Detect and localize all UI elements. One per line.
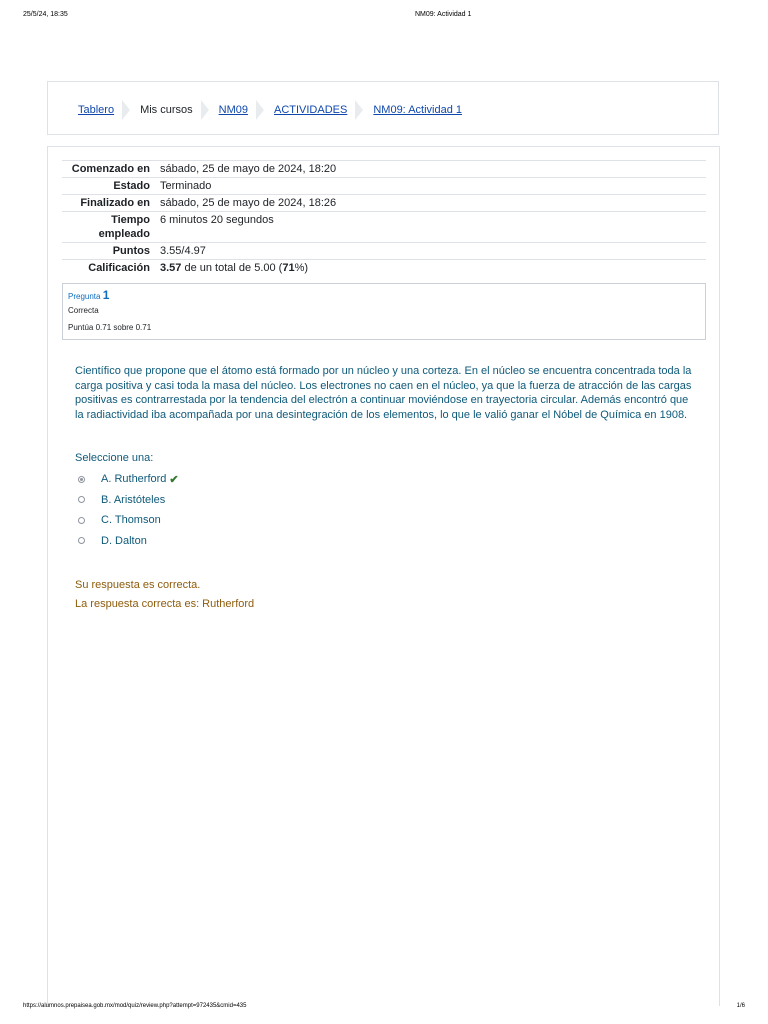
summary-value: sábado, 25 de mayo de 2024, 18:26: [160, 197, 337, 209]
answer-feedback: [75, 576, 254, 614]
summary-row-state: [62, 177, 706, 194]
breadcrumb-activity[interactable]: NM09: Actividad 1: [373, 104, 462, 116]
print-title: NM09: Actividad 1: [415, 11, 472, 18]
feedback-correct: Su respuesta es correcta.: [75, 579, 201, 591]
question-text: Científico que propone que el átomo está formado por un núcleo y una corteza. En el núcleo se encuentra concentrada toda la carga positiva y casi toda la masa del núcleo. Los electrones no caen en el núcleo, ya que la fuerza de atracción de las cargas positivas es contrarrestada por la tendencia del electrón a continuar moviéndose en trayectoria circular. Además encontró que la radiactividad iba acompañada por una desintegración de los elementos, lo que le valió ganar el Nóbel de Química en 1908.: [75, 365, 692, 421]
question-score: Puntúa 0.71 sobre 0.71: [68, 323, 152, 332]
summary-row-time: [62, 211, 706, 242]
summary-value: Terminado: [160, 180, 212, 192]
correct-check-icon: ✔: [169, 473, 179, 486]
print-header: [23, 11, 745, 21]
breadcrumb-separator-icon: [201, 100, 209, 120]
feedback-right-answer: La respuesta correcta es: Rutherford: [75, 598, 255, 610]
breadcrumb-separator-icon: [256, 100, 264, 120]
summary-value: 6 minutos 20 segundos: [160, 214, 274, 226]
summary-row-grade: [62, 259, 706, 276]
summary-row-points: [62, 242, 706, 259]
attempt-summary-table: [62, 160, 706, 276]
summary-value: sábado, 25 de mayo de 2024, 18:20: [160, 163, 337, 175]
summary-label: Calificación: [88, 262, 150, 274]
print-page-number: 1/6: [736, 1003, 745, 1009]
breadcrumb-section[interactable]: ACTIVIDADES: [273, 104, 348, 116]
breadcrumb-bar: [47, 81, 719, 135]
print-footer: [23, 1003, 745, 1013]
question-info-box: [62, 283, 706, 340]
summary-value: 3.55/4.97: [160, 245, 206, 257]
answer-label: C. Thomson: [101, 514, 161, 527]
radio-button[interactable]: [78, 537, 85, 544]
grade-percent: 71: [282, 262, 295, 274]
summary-label: Finalizado en: [80, 197, 150, 209]
breadcrumb: [78, 100, 462, 120]
answer-label: D. Dalton: [101, 534, 147, 547]
breadcrumb-separator-icon: [122, 100, 130, 120]
summary-row-started: [62, 160, 706, 177]
breadcrumb-tablero[interactable]: Tablero: [78, 104, 115, 116]
summary-label: Tiempo empleado: [98, 214, 150, 240]
answer-option-a[interactable]: [78, 469, 179, 490]
quiz-review-region: [47, 146, 720, 1006]
answer-label: B. Aristóteles: [101, 493, 166, 506]
grade-suffix: %): [294, 262, 309, 274]
answer-option-d[interactable]: [78, 531, 179, 552]
radio-button[interactable]: [78, 517, 85, 524]
question-label: Pregunta: [68, 292, 101, 301]
breadcrumb-course[interactable]: NM09: [218, 104, 248, 116]
radio-button[interactable]: [78, 496, 85, 503]
radio-selected[interactable]: [78, 476, 85, 483]
question-status: Correcta: [68, 306, 99, 315]
print-date: 25/5/24, 18:35: [23, 11, 68, 18]
summary-row-finished: [62, 194, 706, 211]
grade-score: 3.57: [160, 262, 182, 274]
question-number: [68, 288, 109, 302]
answer-label: A. Rutherford: [101, 473, 167, 486]
answer-option-b[interactable]: [78, 490, 179, 511]
answer-option-c[interactable]: [78, 510, 179, 531]
summary-label: Puntos: [112, 245, 150, 257]
question-number-value: 1: [102, 288, 110, 302]
answer-prompt: Seleccione una:: [75, 452, 154, 464]
breadcrumb-separator-icon: [355, 100, 363, 120]
summary-label: Comenzado en: [71, 163, 150, 175]
summary-value: [160, 260, 706, 276]
summary-label: Estado: [113, 180, 150, 192]
answer-options: [78, 469, 179, 551]
print-url: https://alumnos.prepaisea.gob.mx/mod/quiz/review.php?attempt=972435&cmid=435: [23, 1003, 247, 1009]
grade-text: de un total de 5.00 (: [181, 262, 283, 274]
breadcrumb-mis-cursos: Mis cursos: [140, 104, 193, 116]
